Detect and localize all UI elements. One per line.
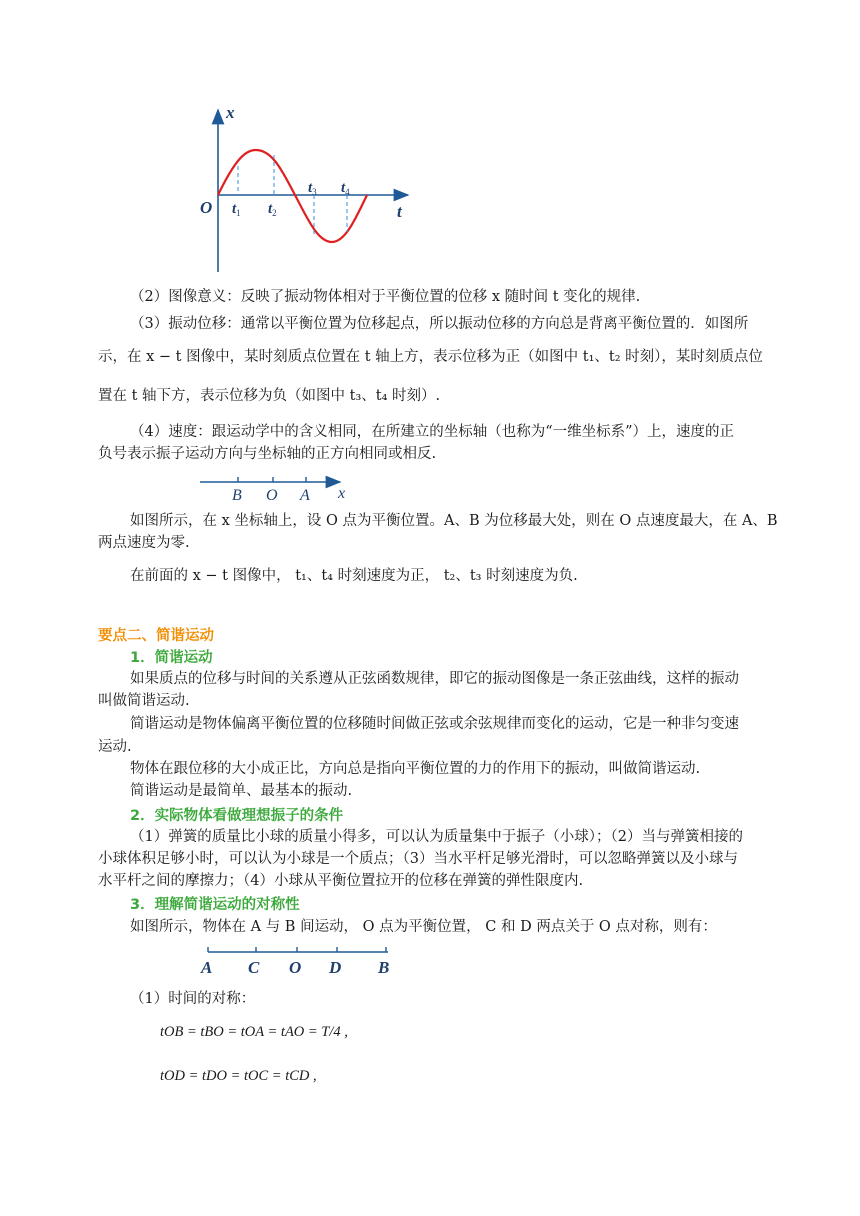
- axis2-a-label: A: [201, 958, 213, 977]
- graph-y-label: x: [226, 103, 235, 122]
- axis1-x-label: x: [338, 485, 346, 502]
- paragraph-3-line-1: （3）振动位移：通常以平衡位置为位移起点，所以振动位移的方向总是背离平衡位置的．如图所: [130, 316, 749, 332]
- s1-line-5: 物体在跟位移的大小成正比，方向总是指向平衡位置的力的作用下的振动，叫做简谐运动.: [130, 761, 701, 777]
- paragraph-3-line-2: 示，在 x − t 图像中，某时刻质点位置在 t 轴上方，表示位移为正（如图中 t₁、t₂ 时刻），某时刻质点位: [98, 349, 763, 365]
- paragraph-4-line-1: （4）速度：跟运动学中的含义相同，在所建立的坐标轴（也称为“一维坐标系”）上，速度的正: [130, 424, 735, 440]
- graph-t3-label: $t_3$: [308, 180, 317, 197]
- axis2-b-label: B: [378, 958, 390, 977]
- graph-origin-label: O: [200, 198, 213, 217]
- s2-line-2: 小球体积足够小时，可以认为小球是一个质点；（3）当水平杆足够光滑时，可以忽略弹簧以及小球与: [98, 851, 738, 867]
- axis1-a-label: A: [300, 487, 310, 504]
- one-dimensional-axis-1: [198, 474, 368, 506]
- s3-time-symmetry: （1）时间的对称：: [130, 991, 256, 1007]
- s1-line-2: 叫做简谐运动.: [98, 693, 190, 709]
- paragraph-6: 在前面的 x − t 图像中， t₁、t₄ 时刻速度为正， t₂、t₃ 时刻速度为负.: [130, 568, 578, 584]
- subsection-2-title: 2．实际物体看做理想振子的条件: [130, 808, 344, 824]
- axis1-b-label: B: [232, 487, 242, 504]
- s2-line-3: 水平杆之间的摩擦力；（4）小球从平衡位置拉开的位移在弹簧的弹性限度内.: [98, 873, 584, 889]
- paragraph-5-line-1: 如图所示，在 x 坐标轴上，设 O 点为平衡位置。A、B 为位移最大处，则在 O 点速度最大，在 A、B: [130, 513, 778, 529]
- one-dimensional-axis-2: [198, 946, 398, 978]
- s3-line-1: 如图所示，物体在 A 与 B 间运动， O 点为平衡位置， C 和 D 两点关于 O 点对称，则有：: [130, 919, 717, 935]
- paragraph-4-line-2: 负号表示振子运动方向与坐标轴的正方向相同或相反.: [98, 446, 437, 462]
- s1-line-1: 如果质点的位移与时间的关系遵从正弦函数规律，即它的振动图像是一条正弦曲线，这样的振动: [130, 671, 739, 687]
- subsection-1-title: 1．简谐运动: [130, 650, 213, 666]
- section-2-title: 要点二、简谐运动: [98, 628, 214, 644]
- equation-2: tOD = tDO = tOC = tCD ,: [160, 1068, 317, 1084]
- s1-line-6: 简谐运动是最简单、最基本的振动.: [130, 783, 353, 799]
- axis2-c-label: C: [248, 958, 260, 977]
- axis1-o-label: O: [266, 487, 278, 504]
- graph-t1-label: $t_1$: [232, 201, 241, 218]
- paragraph-5-line-2: 两点速度为零.: [98, 535, 190, 551]
- s1-line-4: 运动.: [98, 739, 132, 755]
- axis2-d-label: D: [329, 958, 342, 977]
- graph-t2-label: $t_2$: [268, 201, 277, 218]
- axis2-o-label: O: [289, 958, 302, 977]
- subsection-3-title: 3．理解简谐运动的对称性: [130, 897, 300, 913]
- paragraph-2: （2）图像意义：反映了振动物体相对于平衡位置的位移 x 随时间 t 变化的规律.: [130, 289, 641, 305]
- paragraph-3-line-3: 置在 t 轴下方，表示位移为负（如图中 t₃、t₄ 时刻）.: [98, 388, 441, 404]
- s2-line-1: （1）弹簧的质量比小球的质量小得多，可以认为质量集中于振子（小球）；（2）当与弹簧相接的: [130, 829, 743, 845]
- graph-x-label: t: [397, 202, 402, 221]
- equation-1: tOB = tBO = tOA = tAO = T/4 ,: [160, 1024, 348, 1040]
- graph-t4-label: $t_4$: [341, 180, 350, 197]
- displacement-time-graph: [190, 100, 420, 280]
- s1-line-3: 简谐运动是物体偏离平衡位置的位移随时间做正弦或余弦规律而变化的运动，它是一种非匀变速: [130, 716, 739, 732]
